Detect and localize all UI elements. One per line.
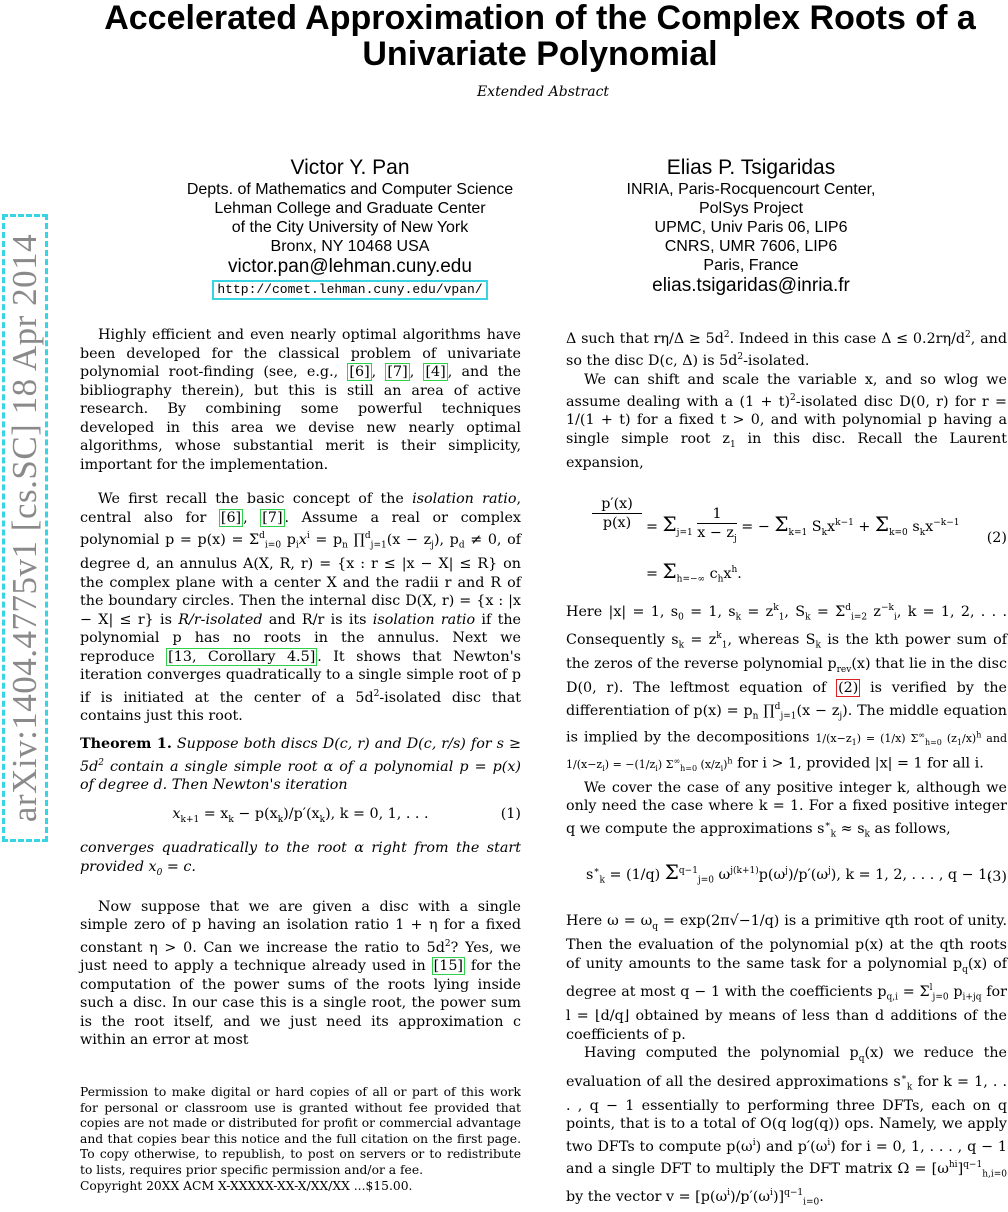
affiliation-line: Depts. of Mathematics and Computer Science (186, 181, 514, 198)
affiliation-line: PolSys Project (698, 200, 804, 217)
right-column (566, 326, 1007, 1212)
author-url-link[interactable]: http://comet.lehman.cuny.edu/vpan/ (212, 280, 487, 300)
arxiv-id: arXiv:1404.4775v1 [cs.SC] 18 Apr 2014 (5, 233, 45, 823)
affiliation-line: CNRS, UMR 7606, LIP6 (664, 238, 838, 255)
left-column (80, 326, 521, 1050)
paragraph-power-sum-def: Here |x| = 1, $s_0 = 1$, $s_k = z^k_1$, $S_k = \Sigma^d_{i=2}$ $z^{-k}_i$, k = 1, 2, . . . Consequently $s_k = z^k_1$, whereas $S_k$ is the kth power sum of the zeros of the reverse polynomial $p_{rev}(x)$ that lie in the disc D(0, r). The leftmost equation of (2) is verified by the differentiation of $p(x) = p_n$ ∏$^d_{j=1}$(x − $z_j$). The middle equation is implied by the decompositions $1/(x-z_1) = (1/x)$ $\Sigma^\infty_{h=0}$ $(z_1/x)^h$ and $1/(x-z_i) = -(1/z_i)$ $\Sigma^\infty_{h=0}$ $(x/z_i)^h$ for i > 1, provided |x| = 1 for all i. (566, 602, 1008, 774)
citation-link[interactable]: [15] (433, 958, 464, 975)
citation-link[interactable]: [7] (387, 364, 408, 380)
affiliation-line: Bronx, NY 10468 USA (270, 238, 430, 255)
author-email[interactable]: victor.pan@lehman.cuny.edu (228, 256, 472, 277)
theorem-1: Theorem 1. Suppose both discs D(c, r) and D(c, r/s) for $s \ge 5d^2$ contain a single simple root α of a polynomial p = p(x) of degree d. Then Newton's iteration (80, 736, 521, 794)
paper-subtitle: Extended Abstract (476, 84, 610, 100)
affiliation-line: Lehman College and Graduate Center (214, 200, 486, 217)
author-email[interactable]: elias.tsigaridas@inria.fr (652, 275, 850, 296)
paragraph-approximations: We cover the case of any positive integer k, although we only need the case where k = 1. For a fixed positive integer q we compute the approximations $s^∗_k \approx s_k$ as follows, (566, 779, 1007, 840)
theorem-label: Theorem 1. (80, 736, 172, 753)
arxiv-stamp (2, 214, 48, 842)
citation-link[interactable]: [6] (349, 364, 370, 380)
equation-1: $x_{k+1} = x_k - p(x_k)/p'(x_k)$, k = 0, 1, . . . (1) (172, 805, 521, 825)
author-name: Victor Y. Pan (290, 156, 410, 179)
paragraph-roots-of-unity: Here $\omega = \omega_q = \exp(2\pi√-1/q)$ is a primitive qth root of unity. Then the evaluation of the polynomial p(x) at the qth roots of unity amounts to the same task for a polynomial $p_q(x)$ of degree at most q − 1 with the coefficients $p_{q,i} = \Sigma^l_{j=0}$ $p_{i+jq}$ for l = ⌊d/q⌋ obtained by means of less than d additions of the coefficients of p. (566, 912, 1008, 1043)
equation-number: (2) (986, 529, 1007, 546)
copyright-line: Copyright 20XX ACM X-XXXXX-XX-X/XX/XX ...$15.00. (80, 1178, 413, 1193)
paragraph-intro: Highly efficient and even nearly optimal algorithms have been developed for the classical problem of univariate polynomial root-finding (see, e.g., [6] , [7] , [4] , and the bibliography therein), but this is still an area of active research. By combining some powerful techniques developed in this area we devise new nearly optimal algorithms, whose substantial merit is their simplicity, important for the implementation. (80, 327, 521, 473)
paragraph-dft: Having computed the polynomial $p_q(x)$ we reduce the evaluation of all the desired approximations $s^∗_k$ for k = 1, . . . , q − 1 essentially to performing three DFTs, each on q points, that is to a total of O(q log(q)) ops. Namely, we apply two DFTs to compute $p(\omega^i)$ and $p'(\omega^i)$ for i = 0, 1, . . . , q − 1 and a single DFT to multiply the DFT matrix $\Omega = [\omega^{hi}]^{q-1}_{h,i=0}$ by the vector $v = [p(\omega^i)/p'(\omega^i)]^{q-1}_{i=0}$. (566, 1045, 1008, 1208)
equation-3: $s^∗_k = (1/q)$ $\Sigma^{q-1}_{j=0}$ $\omega^{j(k+1)}p(\omega^j)/p'(\omega^j)$, k = 1, 2, . . . , q − 1. (3) (586, 859, 1007, 886)
affiliation-line: Paris, France (703, 257, 799, 274)
theorem-1-conclusion: converges quadratically to the root α right from the start provided $x_0 = c$. (80, 840, 521, 878)
citation-link[interactable]: [4] (425, 364, 446, 380)
author-block-2 (511, 156, 991, 297)
equation-number: (3) (986, 868, 1007, 885)
equation-2: p′(x) p(x) = $\Sigma_{j=1}$ $\frac{1}{x - z_j}$ = − $\Sigma_{k=1}$ $S_kx^{k-1} + \Sigma_{k=0}$ $s_kx^{-k-1}$ (2) = $\Sigma_{h=-\infty}$ $c_hx^h$. (566, 487, 1007, 599)
permission-text: Permission to make digital or hard copies of all or part of this work for personal or classroom use is granted without fee provided that copies are not made or distributed for profit or commercial advantage and that copies bear this notice and the full citation on the first page. To copy otherwise, to republish, to post on servers or to redistribute to lists, requires prior specific permission and/or a fee. (80, 1085, 521, 1177)
citation-link[interactable]: [13, Corollary 4.5] (168, 648, 316, 665)
affiliation-line: UPMC, Univ Paris 06, LIP6 (654, 219, 848, 236)
permission-footnote (80, 1085, 521, 1194)
paper-title: Accelerated Approximation of the Complex Roots of a Univariate Polynomial (104, 0, 976, 73)
equation-number: (1) (500, 805, 521, 822)
author-name: Elias P. Tsigaridas (666, 156, 836, 179)
citation-link[interactable]: [7] (262, 509, 283, 526)
equation-ref-link[interactable]: (2) (838, 680, 859, 697)
affiliation-line: INRIA, Paris-Rocquencourt Center, (626, 181, 876, 198)
paragraph-laurent: We can shift and scale the variable x, and so wlog we assume dealing with a $(1 + t)^2$-isolated disc D(0, r) for r = 1/(1 + t) for a fixed t > 0, and with polynomial p having a single simple root $z_1$ in this disc. Recall the Laurent expansion, (566, 371, 1008, 472)
paragraph-continued: Δ such that $r\eta/\Delta \ge 5d^2$. Indeed in this case $\Delta \le 0.2r\eta/d^2$, and so the disc D(c, Δ) is $5d^2$-isolated. (566, 330, 1007, 370)
affiliation-line: of the City University of New York (231, 219, 469, 236)
citation-link[interactable]: [6] (220, 509, 242, 526)
paragraph-power-sums: Now suppose that we are given a disc with a single simple zero of p having an isolation ratio 1 + η for a fixed constant η > 0. Can we increase the ratio to $5d^2$? Yes, we just need to apply a technique already used in [15] for the computation of the power sums of the roots lying inside such a disc. In our case this is a single root, the power sum is the root itself, and we just need its approximation c within an error at most (80, 898, 521, 1049)
paragraph-isolation-ratio: We first recall the basic concept of the isolation ratio, central also for [6] , [7] . Assume a real or complex polynomial $p = p(x) = \Sigma^d_{i=0}$ $p_ix^i = p_n$ ∏$^d_{j=1}$(x − $z_j$), $p_d \ne 0$, of degree d, an annulus A(X, R, r) = {x : r ≤ |x − X| ≤ R} on the complex plane with a center X and the radii r and R of the boundary circles. Then the internal disc D(X, r) = {x : |x − X| ≤ r} is R/r-isolated and R/r is its isolation ratio if the polynomial p has no roots in the annulus. Next we reproduce [13, Corollary 4.5] . It shows that Newton's iteration converges quadratically to a single simple root of p if is initiated at the center of a $5d^2$-isolated disc that contains just this root. (80, 491, 521, 724)
